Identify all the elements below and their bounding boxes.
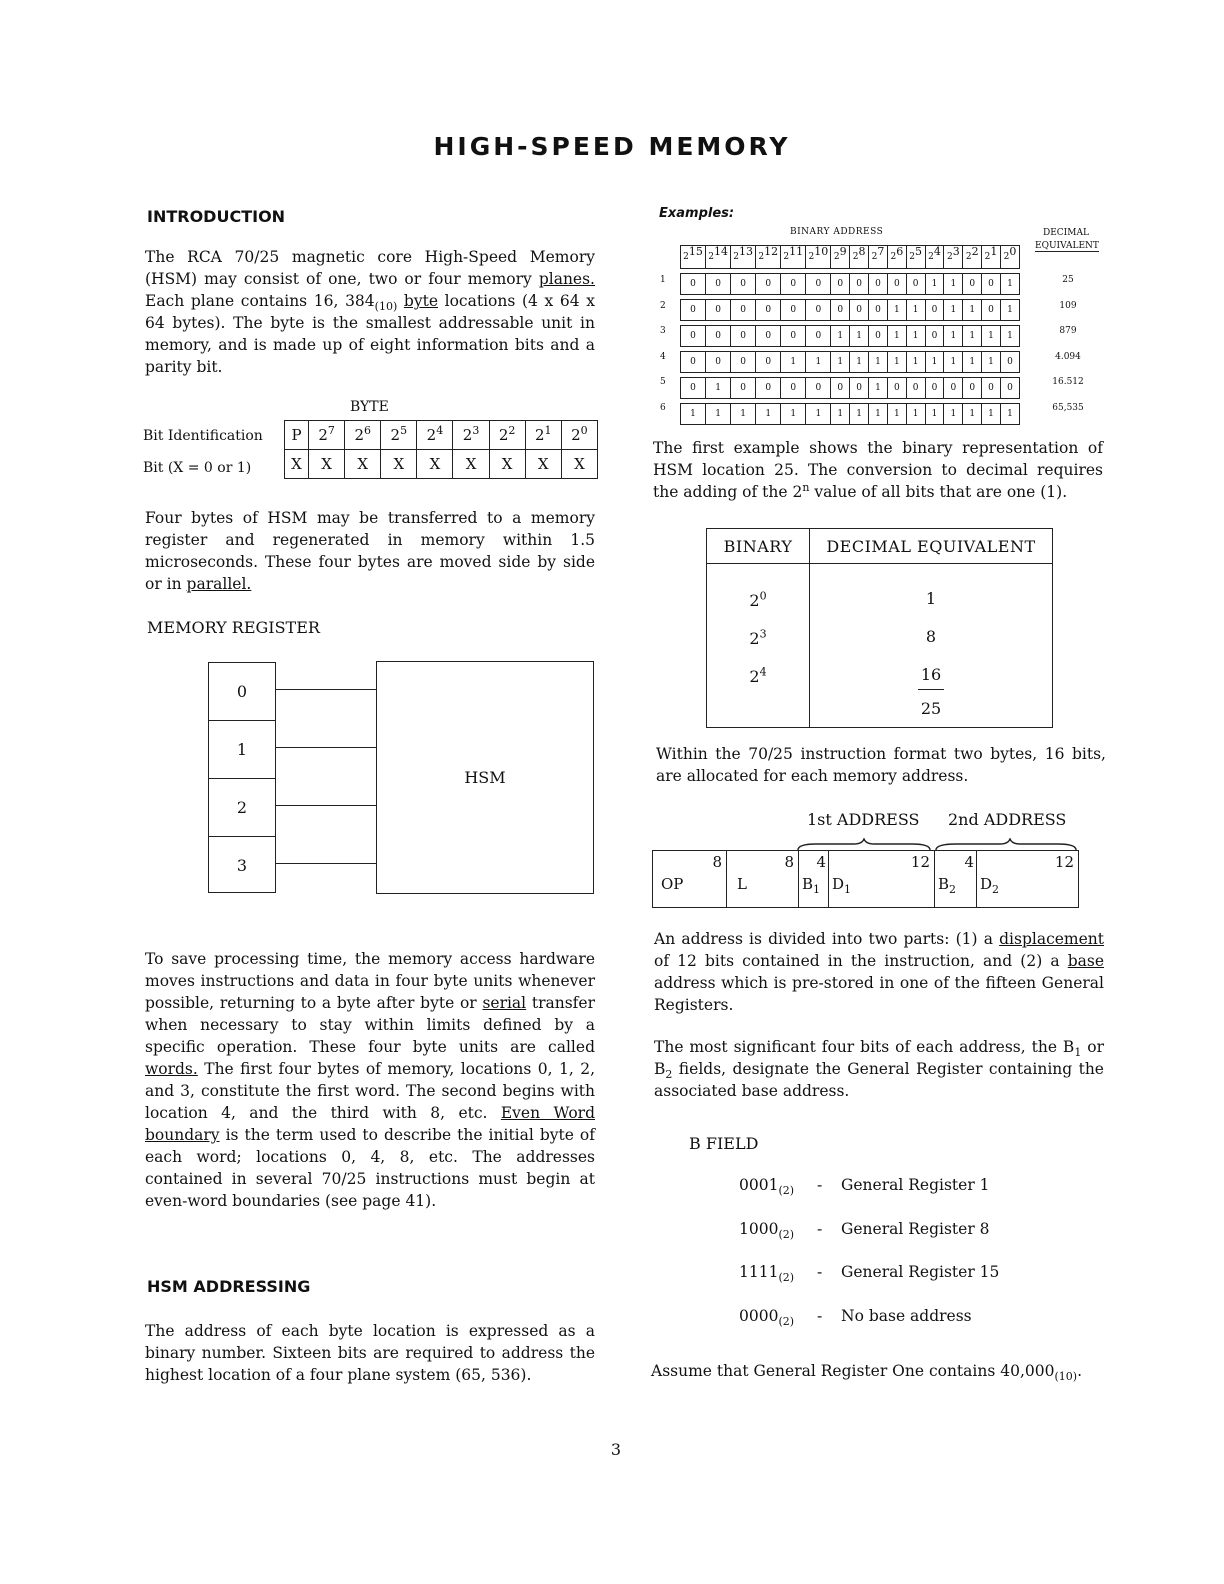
binary-bit-cell: 0 bbox=[756, 378, 781, 399]
exponent-cell: $2^5$ bbox=[906, 246, 925, 269]
byte-table bbox=[284, 420, 598, 479]
binary-bit-cell: 1 bbox=[925, 404, 944, 425]
bit-id-cell: $2^4$ bbox=[417, 421, 453, 450]
binary-bit-cell: 0 bbox=[731, 300, 756, 321]
binary-bit-cell: 0 bbox=[706, 274, 731, 295]
binary-bit-cell: 0 bbox=[831, 378, 850, 399]
binary-bit-cell: 0 bbox=[963, 274, 982, 295]
binary-example-row bbox=[681, 378, 1020, 399]
connector-line bbox=[276, 689, 376, 690]
binary-bit-cell: 1 bbox=[869, 352, 888, 373]
binary-bit-cell: 0 bbox=[925, 378, 944, 399]
binary-bit-cell: 0 bbox=[681, 274, 706, 295]
second-address-label: 2nd ADDRESS bbox=[948, 810, 1067, 829]
binary-column-header: BINARY bbox=[707, 529, 810, 564]
n-superscript: n bbox=[802, 480, 810, 494]
b-field-dash: - bbox=[817, 1176, 823, 1194]
decimal-equivalent-value: 65,535 bbox=[1052, 403, 1084, 413]
binary-bit-cell: 1 bbox=[706, 404, 731, 425]
bit-value-label: Bit (X = 0 or 1) bbox=[143, 460, 252, 476]
binary-example-row bbox=[681, 326, 1020, 347]
exponent-cell: $2^{13}$ bbox=[731, 246, 756, 269]
register-cell: 3 bbox=[236, 856, 248, 875]
binary-bit-cell: 0 bbox=[1000, 378, 1019, 399]
binary-bit-cell: 1 bbox=[681, 404, 706, 425]
binary-bit-cell: 0 bbox=[706, 300, 731, 321]
binary-bit-cell: 0 bbox=[731, 352, 756, 373]
b-field-code: $1000_{(2)}$ bbox=[739, 1219, 795, 1241]
binary-bit-cell: 0 bbox=[963, 378, 982, 399]
binary-bit-cell: 0 bbox=[906, 274, 925, 295]
binary-bit-cell: 1 bbox=[887, 352, 906, 373]
decimal-equivalent-value: 109 bbox=[1059, 300, 1077, 311]
binary-bit-cell: 0 bbox=[906, 378, 925, 399]
binary-bit-cell: 0 bbox=[681, 352, 706, 373]
binary-bit-cell: 1 bbox=[963, 404, 982, 425]
power-value: $2^4$ bbox=[749, 665, 767, 686]
first-address-brace bbox=[798, 839, 930, 850]
example-number: 6 bbox=[660, 403, 666, 413]
binary-bit-cell: 0 bbox=[731, 274, 756, 295]
conversion-paragraph: The first example shows the binary representation of HSM location 25. The conversion to decimal requires the adding of the 2$^n$ value of all bits that are one (1). bbox=[653, 439, 1103, 501]
binary-bit-cell: 1 bbox=[944, 404, 963, 425]
bit-cell: X bbox=[525, 450, 561, 479]
exponent-cell: $2^0$ bbox=[1000, 246, 1019, 269]
b2-field: 4 $B_2$ bbox=[935, 851, 977, 907]
exponent-cell: $2^7$ bbox=[869, 246, 888, 269]
binary-bit-cell: 1 bbox=[906, 300, 925, 321]
binary-bit-cell: 1 bbox=[887, 404, 906, 425]
exponent-cell: $2^{11}$ bbox=[781, 246, 806, 269]
parity-cell: P bbox=[285, 421, 309, 450]
binary-bit-cell: 1 bbox=[1000, 404, 1019, 425]
assume-paragraph: Assume that General Register One contains $40,000_{(10)}$. bbox=[651, 1362, 1082, 1384]
binary-bit-cell: 0 bbox=[681, 300, 706, 321]
serial-term: serial bbox=[482, 994, 527, 1012]
intro-text-a: The RCA 70/25 magnetic core High-Speed Memory (HSM) may consist of one, two or four memory bbox=[145, 248, 595, 288]
binary-bit-cell: 0 bbox=[944, 378, 963, 399]
byte-table-bit-row bbox=[285, 450, 598, 479]
binary-bit-cell: 1 bbox=[850, 352, 869, 373]
intro-text-d: locations (4 x 64 x 64 bytes). The byte is the smallest addressable unit in memory, and is made up of eight information bits and a parity bit. bbox=[145, 292, 595, 376]
binary-bit-cell: 1 bbox=[831, 326, 850, 347]
bit-cell: X bbox=[345, 450, 381, 479]
example-number: 1 bbox=[660, 275, 666, 285]
binary-bit-cell: 1 bbox=[887, 326, 906, 347]
bit-cell: X bbox=[309, 450, 345, 479]
binary-example-row bbox=[681, 404, 1020, 425]
binary-bit-cell: 1 bbox=[906, 352, 925, 373]
decimal-value: 1 bbox=[925, 589, 937, 608]
binary-bit-cell: 1 bbox=[906, 326, 925, 347]
connector-line bbox=[276, 863, 376, 864]
exponent-cell: $2^1$ bbox=[982, 246, 1001, 269]
binary-bit-cell: 1 bbox=[1000, 274, 1019, 295]
bit-id-cell: $2^2$ bbox=[489, 421, 525, 450]
binary-bit-cell: 1 bbox=[944, 274, 963, 295]
first-address-label: 1st ADDRESS bbox=[807, 810, 920, 829]
binary-bit-cell: 0 bbox=[781, 300, 806, 321]
binary-bit-cell: 1 bbox=[982, 326, 1001, 347]
binary-example-row bbox=[681, 300, 1020, 321]
b-field-description: No base address bbox=[841, 1306, 972, 1325]
hsm-box: HSM bbox=[376, 661, 594, 894]
b-field-code: $1111_{(2)}$ bbox=[739, 1263, 795, 1285]
exponent-cell: $2^4$ bbox=[925, 246, 944, 269]
binary-bit-cell: 1 bbox=[850, 404, 869, 425]
bit-id-cell: $2^1$ bbox=[525, 421, 561, 450]
binary-bit-cell: 0 bbox=[706, 352, 731, 373]
parallel-term: parallel. bbox=[186, 575, 252, 593]
introduction-heading: INTRODUCTION bbox=[147, 207, 286, 226]
binary-bit-cell: 1 bbox=[731, 404, 756, 425]
bit-cell: X bbox=[561, 450, 597, 479]
b-field-description: General Register 1 bbox=[841, 1176, 990, 1194]
b-field-dash: - bbox=[817, 1219, 823, 1238]
example-number: 2 bbox=[660, 300, 666, 311]
decimal-header: DECIMAL bbox=[1043, 228, 1089, 238]
bit-id-cell: $2^0$ bbox=[561, 421, 597, 450]
exponent-cell: $2^{12}$ bbox=[756, 246, 781, 269]
exponent-cell: $2^2$ bbox=[963, 246, 982, 269]
d2-field: 12 $D_2$ bbox=[980, 853, 1074, 896]
decimal-values-cell bbox=[810, 564, 1053, 728]
binary-bit-cell: 0 bbox=[731, 378, 756, 399]
bit-identification-label: Bit Identification bbox=[143, 428, 263, 444]
binary-address-table bbox=[680, 245, 1020, 425]
binary-bit-cell: 0 bbox=[869, 274, 888, 295]
binary-bit-cell: 1 bbox=[944, 326, 963, 347]
binary-bit-cell: 1 bbox=[887, 300, 906, 321]
binary-bit-cell: 0 bbox=[756, 274, 781, 295]
connector-line bbox=[276, 747, 376, 748]
page-number: 3 bbox=[610, 1440, 622, 1459]
intro-subscript: (10) bbox=[374, 300, 398, 314]
decimal-equivalent-value: 16.512 bbox=[1052, 377, 1084, 388]
decimal-value: 16 bbox=[918, 661, 944, 690]
exponent-cell: $2^{14}$ bbox=[706, 246, 731, 269]
page-title: HIGH-SPEED MEMORY bbox=[433, 132, 791, 161]
words-term: words. bbox=[145, 1060, 198, 1078]
binary-bit-cell: 0 bbox=[681, 326, 706, 347]
binary-example-row bbox=[681, 274, 1020, 295]
binary-bit-cell: 0 bbox=[781, 274, 806, 295]
exponent-cell: $2^8$ bbox=[850, 246, 869, 269]
binary-bit-cell: 1 bbox=[1000, 300, 1019, 321]
b-field-code: $0000_{(2)}$ bbox=[739, 1306, 795, 1328]
equivalent-header: EQUIVALENT bbox=[1035, 241, 1099, 251]
binary-bit-cell: 0 bbox=[887, 378, 906, 399]
binary-bit-cell: 0 bbox=[925, 326, 944, 347]
binary-address-header: BINARY ADDRESS bbox=[790, 227, 884, 237]
binary-bit-cell: 1 bbox=[850, 326, 869, 347]
binary-bit-cell: 1 bbox=[806, 352, 831, 373]
b-field-dash: - bbox=[817, 1306, 823, 1325]
decimal-equivalent-value: 4.094 bbox=[1055, 351, 1081, 362]
binary-bit-cell: 1 bbox=[1000, 326, 1019, 347]
binary-bit-cell: 1 bbox=[869, 404, 888, 425]
hsm-addressing-heading: HSM ADDRESSING bbox=[147, 1277, 311, 1296]
binary-example-row bbox=[681, 352, 1020, 373]
binary-bit-cell: 0 bbox=[850, 274, 869, 295]
bit-cell: X bbox=[417, 450, 453, 479]
binary-bit-cell: 0 bbox=[806, 378, 831, 399]
binary-bit-cell: 0 bbox=[806, 274, 831, 295]
binary-bit-cell: 1 bbox=[906, 404, 925, 425]
decimal-column-header: DECIMAL EQUIVALENT bbox=[810, 529, 1053, 564]
bit-cell: X bbox=[453, 450, 489, 479]
length-field: 8 L bbox=[727, 851, 799, 907]
binary-bit-cell: 0 bbox=[887, 274, 906, 295]
b-field-code: $0001_{(2)}$ bbox=[739, 1176, 795, 1198]
bit-id-cell: $2^7$ bbox=[309, 421, 345, 450]
d1-field: 12 $D_1$ bbox=[829, 851, 935, 907]
binary-bit-cell: 0 bbox=[850, 378, 869, 399]
instruction-format bbox=[652, 850, 1079, 908]
base-term: base bbox=[1067, 952, 1104, 970]
binary-bit-cell: 1 bbox=[781, 352, 806, 373]
byte-term: byte bbox=[403, 292, 438, 310]
binary-bit-cell: 1 bbox=[925, 274, 944, 295]
format-paragraph: Within the 70/25 instruction format two bytes, 16 bits, are allocated for each memory address. bbox=[656, 745, 1106, 785]
address-parts-paragraph: An address is divided into two parts: (1) a displacement of 12 bits contained in the instruction, and (2) a base address which is pre-stored in one of the fifteen General Registers. bbox=[654, 930, 1104, 1014]
binary-powers-cell bbox=[707, 564, 810, 728]
binary-bit-cell: 0 bbox=[781, 326, 806, 347]
bit-cell: X bbox=[381, 450, 417, 479]
exponent-cell: $2^3$ bbox=[944, 246, 963, 269]
binary-bit-cell: 0 bbox=[982, 378, 1001, 399]
b-field-dash: - bbox=[817, 1263, 823, 1281]
b-field-heading: B FIELD bbox=[689, 1134, 759, 1153]
b-field-description: General Register 15 bbox=[841, 1263, 1000, 1281]
connector-line bbox=[276, 805, 376, 806]
binary-bit-cell: 0 bbox=[925, 300, 944, 321]
binary-bit-cell: 1 bbox=[806, 404, 831, 425]
decimal-value: 8 bbox=[925, 627, 937, 646]
binary-bit-cell: 1 bbox=[831, 404, 850, 425]
binary-bit-cell: 1 bbox=[925, 352, 944, 373]
binary-bit-cell: 0 bbox=[706, 326, 731, 347]
byte-table-title: BYTE bbox=[350, 399, 389, 415]
exponent-header-row bbox=[681, 246, 1020, 269]
binary-bit-cell: 0 bbox=[1000, 352, 1019, 373]
binary-bit-cell: 0 bbox=[731, 326, 756, 347]
second-address-brace bbox=[936, 839, 1076, 850]
register-cell: 0 bbox=[209, 663, 275, 721]
bit-cell: X bbox=[489, 450, 525, 479]
binary-bit-cell: 0 bbox=[806, 300, 831, 321]
binary-bit-cell: 0 bbox=[831, 300, 850, 321]
displacement-term: displacement bbox=[999, 930, 1104, 948]
exponent-cell: $2^{10}$ bbox=[806, 246, 831, 269]
exponent-cell: $2^6$ bbox=[887, 246, 906, 269]
example-number: 4 bbox=[660, 351, 666, 362]
binary-bit-cell: 1 bbox=[706, 378, 731, 399]
transfer-paragraph: Four bytes of HSM may be transferred to a memory register and regenerated in memory within 1.5 microseconds. These four bytes are moved side by side or in parallel. bbox=[145, 509, 595, 593]
byte-table-exponent-row bbox=[285, 421, 598, 450]
binary-bit-cell: 0 bbox=[850, 300, 869, 321]
decimal-total: 25 bbox=[920, 699, 942, 718]
binary-bit-cell: 1 bbox=[982, 352, 1001, 373]
intro-text-b: Each plane contains 16, 384 bbox=[145, 292, 375, 310]
example-number: 3 bbox=[660, 326, 666, 337]
memory-register-heading: MEMORY REGISTER bbox=[147, 618, 320, 637]
bit-cell: X bbox=[285, 450, 309, 479]
b-field-description: General Register 8 bbox=[841, 1219, 990, 1238]
planes-term: planes. bbox=[538, 270, 595, 288]
binary-bit-cell: 0 bbox=[982, 300, 1001, 321]
decimal-equivalent-value: 25 bbox=[1062, 275, 1074, 285]
power-value: $2^0$ bbox=[749, 589, 767, 610]
memory-register-diagram bbox=[208, 662, 276, 893]
binary-bit-cell: 0 bbox=[831, 274, 850, 295]
bit-id-cell: $2^5$ bbox=[381, 421, 417, 450]
op-field: 8 OP bbox=[653, 851, 727, 907]
binary-rows bbox=[681, 274, 1020, 425]
examples-label: Examples: bbox=[659, 206, 735, 221]
word-paragraph: To save processing time, the memory access hardware moves instructions and data in four byte units whenever possible, returning to a byte after byte or serial transfer when necessary to stay within limits defined by a specific operation. These four byte units are called words. The first four bytes of memory, locations 0, 1, 2, and 3, constitute the first word. The second begins with location 4, and the third with 8, etc. Even Word boundary is the term used to describe the initial byte of each word; locations 0, 4, 8, etc. The addresses contained in several 70/25 instructions must begin at even-word boundaries (see page 41). bbox=[145, 950, 595, 1210]
binary-bit-cell: 0 bbox=[756, 300, 781, 321]
register-cell: 1 bbox=[209, 721, 275, 779]
binary-bit-cell: 0 bbox=[681, 378, 706, 399]
binary-bit-cell: 1 bbox=[963, 352, 982, 373]
conversion-table bbox=[706, 528, 1053, 728]
bit-id-cell: $2^3$ bbox=[453, 421, 489, 450]
bit-id-cell: $2^6$ bbox=[345, 421, 381, 450]
register-cell: 2 bbox=[209, 779, 275, 837]
binary-bit-cell: 0 bbox=[869, 300, 888, 321]
binary-bit-cell: 1 bbox=[944, 352, 963, 373]
b-field-paragraph: The most significant four bits of each address, the $B_1$ or $B_2$ fields, designate the General Register containing the associated base address. bbox=[654, 1038, 1104, 1100]
binary-bit-cell: 0 bbox=[781, 378, 806, 399]
binary-bit-cell: 1 bbox=[963, 300, 982, 321]
binary-bit-cell: 0 bbox=[756, 352, 781, 373]
b1-field: 4 $B_1$ bbox=[799, 851, 829, 907]
binary-bit-cell: 1 bbox=[781, 404, 806, 425]
addressing-paragraph: The address of each byte location is expressed as a binary number. Sixteen bits are required to address the highest location of a four plane system (65, 536). bbox=[145, 1322, 595, 1384]
power-value: $2^3$ bbox=[749, 627, 767, 648]
binary-bit-cell: 1 bbox=[963, 326, 982, 347]
intro-paragraph bbox=[145, 246, 595, 378]
binary-bit-cell: 1 bbox=[831, 352, 850, 373]
binary-bit-cell: 0 bbox=[982, 274, 1001, 295]
binary-bit-cell: 1 bbox=[982, 404, 1001, 425]
example-number: 5 bbox=[660, 377, 666, 388]
binary-bit-cell: 0 bbox=[756, 326, 781, 347]
exponent-cell: $2^9$ bbox=[831, 246, 850, 269]
even-word-boundary-term: Even Word boundary bbox=[145, 1104, 595, 1144]
binary-bit-cell: 1 bbox=[756, 404, 781, 425]
binary-bit-cell: 1 bbox=[944, 300, 963, 321]
exponent-cell: $2^{15}$ bbox=[681, 246, 706, 269]
binary-bit-cell: 0 bbox=[869, 326, 888, 347]
binary-bit-cell: 1 bbox=[869, 378, 888, 399]
decimal-equivalent-value: 879 bbox=[1059, 326, 1077, 337]
binary-bit-cell: 0 bbox=[806, 326, 831, 347]
